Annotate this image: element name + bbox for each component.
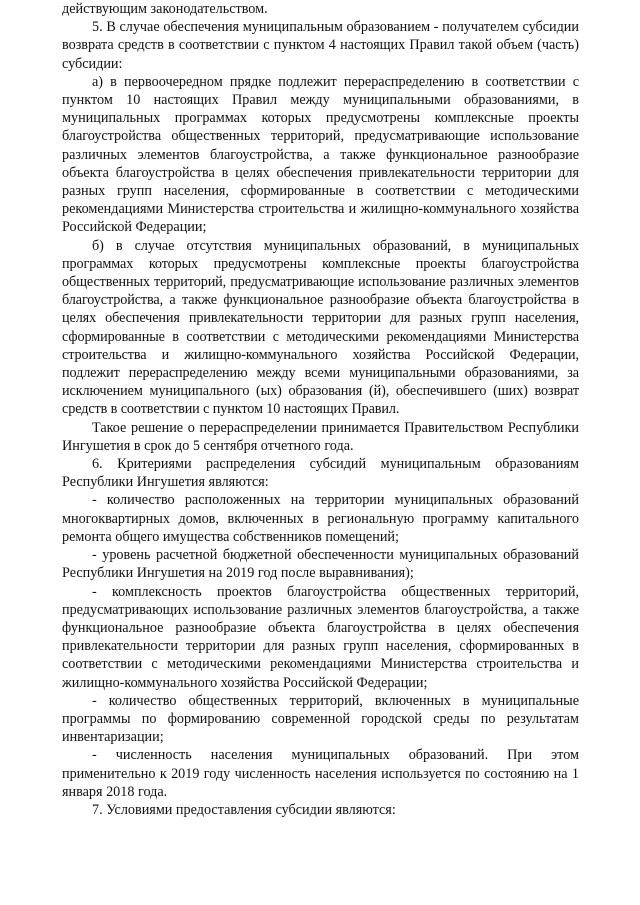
paragraph-item-6: 6. Критериями распределения субсидий муниципальным образованиям Республики Ингушетия являются: — [62, 456, 579, 491]
criterion-population: - численность населения муниципальных образований. При этом применительно к 2019 году численность населения используется по состоянию на 1 января 2018 года. — [62, 747, 579, 800]
paragraph-decision: Такое решение о перераспределении принимается Правительством Республики Ингушетия в срок до 5 сентября отчетного года. — [62, 419, 579, 454]
paragraph-subitem-a: а) в первоочередном прядке подлежит перераспределению в соответствии с пунктом 10 настоящих Правил между муниципальными образованиями, в муниципальных программах которых предусмотрены комплексные проекты благоустройства общественных территорий, предусматривающие использование различных элементов благоустройства, а также функциональное разнообразие объекта благоустройства в целях обеспечения привлекательности территории для разных групп населения, сформированные в соответствии с методическими рекомендациями Министерства строительства и жилищно-коммунального хозяйства Российской Федерации; — [62, 73, 579, 236]
paragraph-subitem-b: б) в случае отсутствия муниципальных образований, в муниципальных программах которых предусмотрены комплексные проекты благоустройства общественных территорий, предусматривающие использование различных элементов благоустройства, а также функциональное разнообразие объекта благоустройства в целях обеспечения привлекательности территории для разных групп населения, сформированные в соответствии с методическими рекомендациями Министерства строительства и жилищно-коммунального хозяйства Российской Федерации, подлежит перераспределению между всеми муниципальными образованиями, за исключением муниципального (ых) образования (й), обеспечившего (ших) возврат средств в соответствии с пунктом 10 настоящих Правил. — [62, 237, 579, 418]
criterion-public-territories: - количество общественных территорий, включенных в муниципальные программы по формированию современной городской среды по результатам инвентаризации; — [62, 692, 579, 746]
paragraph-item-7: 7. Условиями предоставления субсидии являются: — [92, 801, 396, 818]
document-page — [62, 0, 579, 819]
paragraph-item-5: 5. В случае обеспечения муниципальным образованием - получателем субсидии возврата средств в соответствии с пунктом 4 настоящих Правил такой объем (часть) субсидии: — [62, 19, 579, 72]
paragraph-continuation: действующим законодательством. — [62, 1, 268, 17]
criterion-budget-sufficiency: - уровень расчетной бюджетной обеспеченности муниципальных образований Республики Ингушетия на 2019 год после выравнивания); — [62, 547, 579, 582]
criterion-apartment-buildings: - количество расположенных на территории муниципальных образований многоквартирных домов, включенных в региональную программу капитального ремонта общего имущества собственников помещений; — [62, 492, 579, 545]
criterion-project-complexity: - комплексность проектов благоустройства общественных территорий, предусматривающих использование различных элементов благоустройства, а также функциональное разнообразие объекта благоустройства в целях обеспечения привлекательности территории для разных групп населения, сформированных в соответствии с методическими рекомендациями Министерства строительства и жилищно-коммунального хозяйства Российской Федерации; — [62, 583, 579, 691]
